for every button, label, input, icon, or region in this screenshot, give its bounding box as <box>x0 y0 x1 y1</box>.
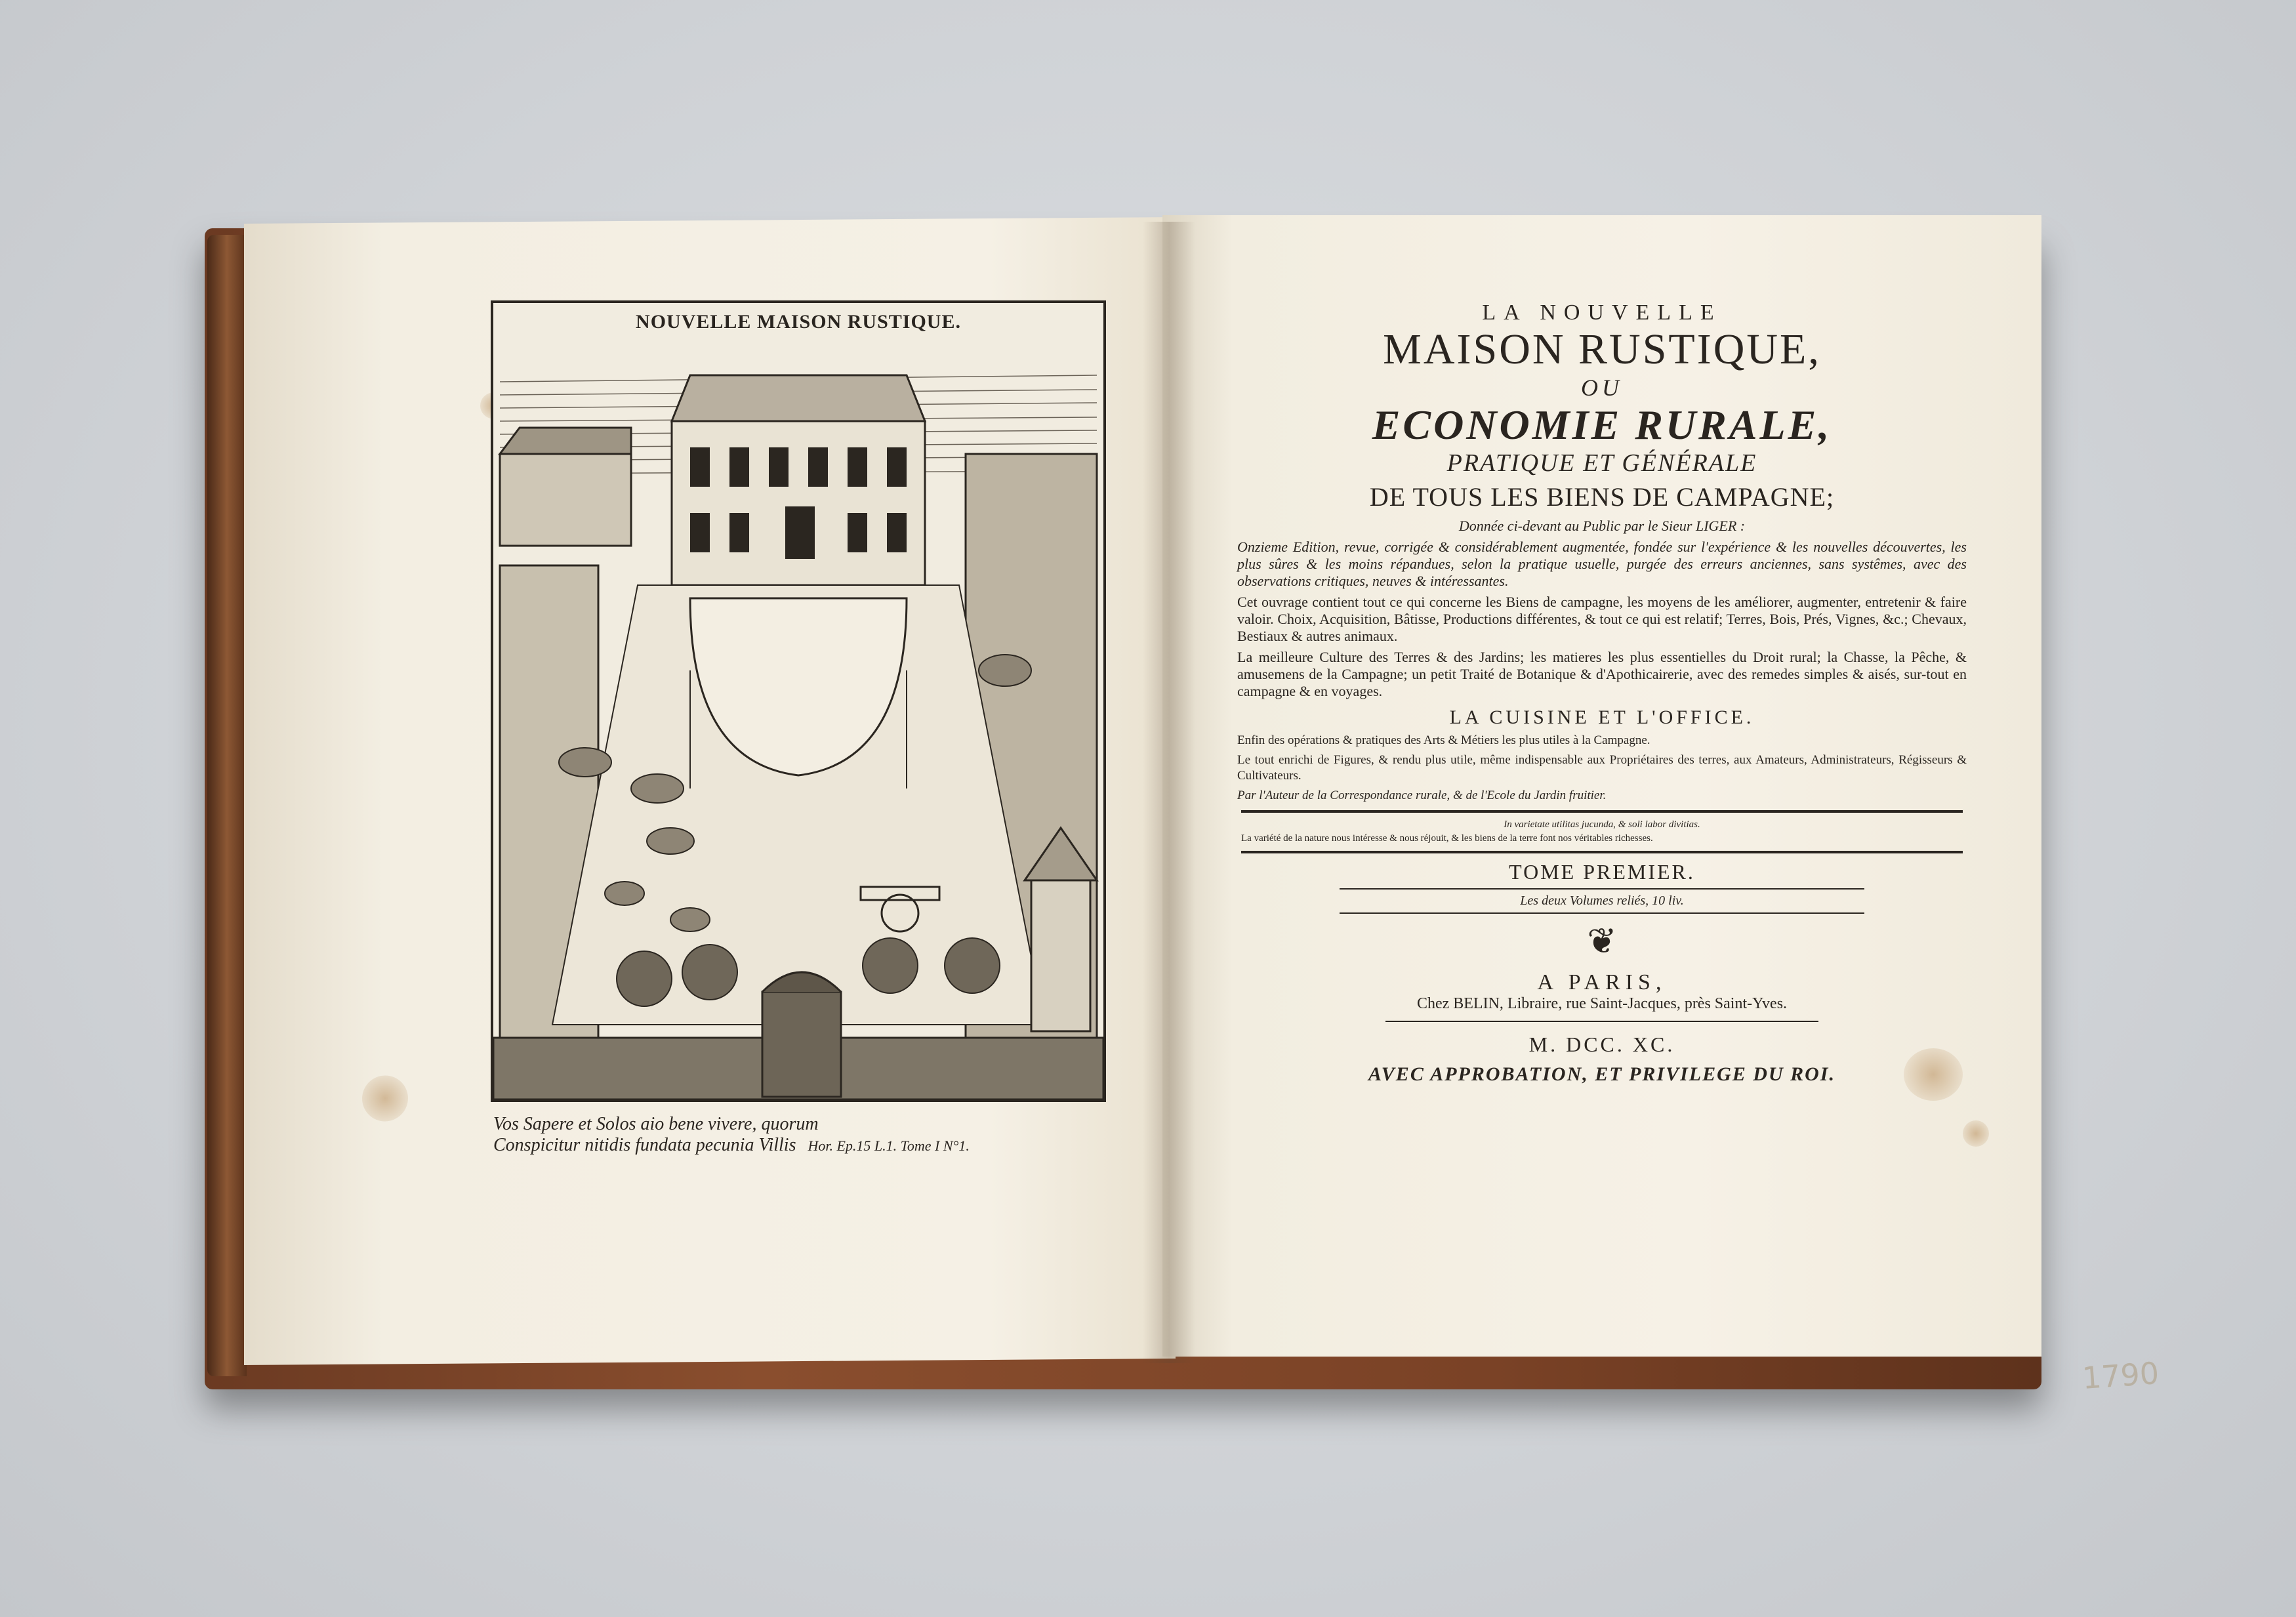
motto-french: La variété de la nature nous intéresse & nous réjouit, & les biens de la terre font nos véritables richesses. <box>1241 833 1653 844</box>
plate-caption <box>493 1114 1103 1156</box>
author-line: Par l'Auteur de la Correspondance rurale, & de l'Ecole du Jardin fruitier. <box>1237 788 1607 802</box>
privilege-line: AVEC APPROBATION, ET PRIVILEGE DU ROI. <box>1368 1063 1835 1085</box>
pencil-annotation: 1790 <box>2081 1355 2160 1397</box>
city-line: A PARIS, <box>1537 970 1667 994</box>
title-ou: OU <box>1581 375 1623 401</box>
spine-edge <box>207 235 247 1376</box>
figures-paragraph: Le tout enrichi de Figures, & rendu plus utile, même indispensable aux Propriétaires des terres, aux Amateurs, Administrateurs, Régisseurs & Cultivateurs. <box>1237 753 1967 783</box>
rule-tome <box>1340 888 1864 890</box>
imprint-date: M. DCC. XC. <box>1528 1033 1675 1056</box>
frontispiece-engraving <box>493 303 1103 1099</box>
motto-latin: In varietate utilitas jucunda, & soli labor divitias. <box>1504 819 1700 830</box>
caption-line-2-text: Conspicitur nitidis fundata pecunia Villis <box>493 1135 796 1155</box>
caption-line-2 <box>493 1135 1103 1156</box>
open-book <box>205 209 2160 1397</box>
edition-paragraph: Onzieme Edition, revue, corrigée & considérablement augmentée, fondée sur l'expérience & les nouvelles découvertes, les plus sûres & les moins répandues, selon la pratique usuelle, purgée des erreurs anciennes, sans systêmes, avec des observations critiques, neuves & intéressantes. <box>1237 539 1967 589</box>
price-line: Les deux Volumes reliés, 10 liv. <box>1520 893 1684 908</box>
caption-reference: Hor. Ep.15 L.1. Tome I N°1. <box>808 1137 970 1154</box>
caption-line-1: Vos Sapere et Solos aio bene vivere, quorum <box>493 1114 819 1134</box>
rule-date <box>1385 1021 1818 1022</box>
rule-top <box>1241 810 1963 813</box>
title-economie: ECONOMIE RURALE, <box>1372 401 1832 448</box>
rule-mid <box>1241 851 1963 853</box>
title-line-1: LA NOUVELLE <box>1482 300 1722 325</box>
rule-price <box>1340 912 1864 914</box>
contents-paragraph: Cet ouvrage contient tout ce qui concerne les Biens de campagne, les moyens de les améliorer, augmenter, entretenir & faire valoir. Choix, Acquisition, Bâtisse, Productions différentes, & tout ce qui est relatif; Terres, Bois, Prés, Vignes, &c.; Chevaux, Bestiaux & autres animaux. <box>1237 594 1967 644</box>
title-biens: DE TOUS LES BIENS DE CAMPAGNE; <box>1369 482 1835 512</box>
cuisine-heading: LA CUISINE ET L'OFFICE. <box>1449 706 1755 728</box>
title-liger: Donnée ci-devant au Public par le Sieur LIGER : <box>1458 518 1746 534</box>
title-pratique: PRATIQUE ET GÉNÉRALE <box>1446 449 1757 477</box>
arts-paragraph: Enfin des opérations & pratiques des Arts & Métiers les plus utiles à la Campagne. <box>1237 733 1650 747</box>
publisher-line: Chez BELIN, Libraire, rue Saint-Jacques, près Saint-Yves. <box>1416 995 1788 1012</box>
title-main: MAISON RUSTIQUE, <box>1383 325 1821 373</box>
fleuron-ornament: ❦ <box>1587 922 1617 961</box>
frontispiece-plate <box>491 300 1106 1102</box>
plate-title: NOUVELLE MAISON RUSTIQUE. <box>636 311 961 333</box>
gutter-shadow <box>1143 222 1195 1363</box>
tome-label: TOME PREMIER. <box>1509 860 1695 884</box>
title-page <box>1228 300 1976 1086</box>
culture-paragraph: La meilleure Culture des Terres & des Jardins; les matieres les plus essentielles du Droit rural; la Chasse, la Pêche, & amusemens de la Campagne; un petit Traité de Botanique & d'Apothicairerie, avec des remedes simples & aisés, sur-tout en campagne & en voyages. <box>1237 649 1967 699</box>
